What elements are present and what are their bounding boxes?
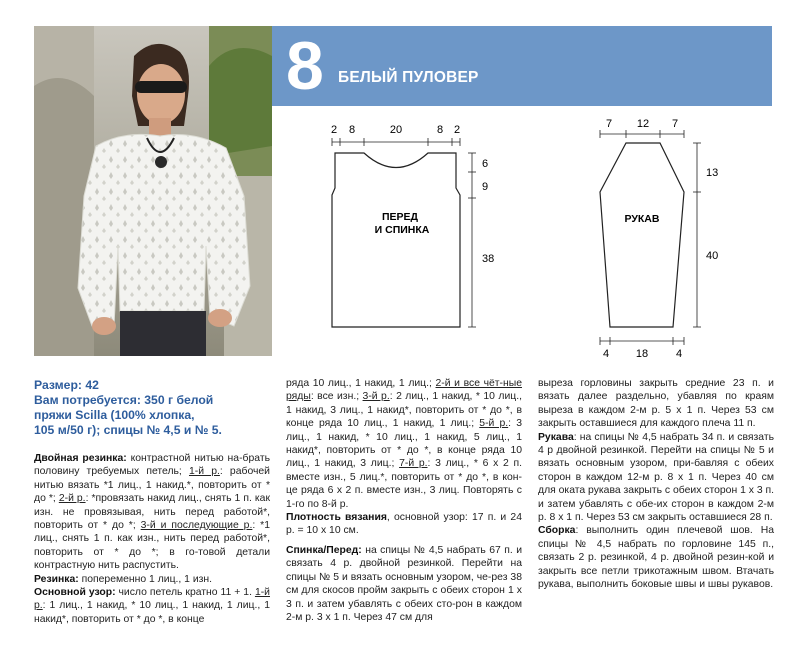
size-block: [34, 378, 270, 438]
rib-paragraph: Резинка: попеременно 1 лиц., 1 изн.: [34, 573, 213, 585]
sleeve-dim-top-1: 7: [605, 118, 613, 130]
sleeve-label: РУКАВ: [624, 213, 660, 225]
sleeve-dim-bottom-2: 18: [635, 348, 649, 360]
assembly-paragraph: Сборка: выполнить один плечевой шов. На спицы № 4,5 набрать по горловине 145 п., связать 2 р. резинкой, 4 р. двойной резин-кой и закрыть все петли трикотажным швом. Втачать рукава, выполнить боковые швы и швы рукавов.: [538, 525, 774, 591]
front-label-1: ПЕРЕД: [381, 211, 419, 223]
size-line-4: 105 м/50 г); спицы № 4,5 и № 5.: [34, 423, 222, 437]
sleeve-dim-bottom-1: 4: [602, 348, 610, 360]
front-dim-top-3: 20: [389, 124, 403, 136]
sleeve-dim-top-3: 7: [671, 118, 679, 130]
size-line-3: пряжи Scilla (100% хлопка,: [34, 408, 195, 422]
sleeve-dim-side-2: 40: [706, 250, 719, 262]
pattern-rows-paragraph: ряда 10 лиц., 1 накид, 1 лиц.; 2-й и все чёт-ные ряды: все изн.; 3-й р.: 2 лиц., 1 накид, * 10 лиц., 1 накид, 3 лиц., 1 накид*, повторить от * до *, в конце ряда 10 лиц., 1 накид, 1 лиц.; 5-й р.: 3 лиц., 1 накид, * 10 лиц., 1 накид, 5 лиц., 1 накид*, повторить от * до *, в конце ряда 10 лиц., 1 накид, 3 лиц.; 7-й р.: 3 лиц., * 6 х 2 п. вместе изн., 5 лиц.*, повторить от * до *, в кон-це ряда 6 х 2 п. вместе изн., 3 лиц. Повторять с 1-го по 8-й р.: [286, 378, 522, 510]
pattern-number: 8: [286, 28, 324, 104]
size-line-2: Вам потребуется: 350 г белой: [34, 393, 214, 407]
sleeve-schematic: [600, 118, 718, 360]
front-dim-side-1: 6: [482, 158, 489, 170]
sleeves-paragraph: Рукава: на спицы № 4,5 набрать 34 п. и связать 4 р двойной резинкой. Перейти на спицы № 5 и вязать основным узором, при-бавляя с обеих сторон в каждом 12-м р. 8 х 1 п. Через 40 см для оката рукава закрыть с обеих сторон 1 х 3 п. и затем убавлять с обе-их сторон в каждом 2-м р. 8 х 1 п. Через 53 см закрыть оставшиеся 28 п.: [538, 431, 775, 524]
rib-title: Резинка:: [34, 573, 79, 585]
front-dim-top-1: 2: [330, 124, 338, 136]
front-label-2: И СПИНКА: [374, 224, 430, 236]
text-column-2: [286, 377, 522, 624]
double-rib-title: Двойная резинка:: [34, 453, 127, 464]
size-line-1: Размер: 42: [34, 378, 99, 392]
main-pattern-paragraph: Основной узор: число петель кратно 11 + 1. 1-й р.: 1 лиц., 1 накид, * 10 лиц., 1 накид, 1 лиц., 1 накид*, повторить от * до *, в конце: [34, 587, 270, 625]
front-dim-top-5: 2: [453, 124, 461, 136]
front-dim-side-2: 9: [482, 181, 489, 193]
text-column-3: [538, 377, 774, 592]
sleeve-dim-bottom-3: 4: [675, 348, 683, 360]
front-dim-top-2: 8: [348, 124, 356, 136]
assembly-title: Сборка: [538, 525, 576, 537]
sleeve-dim-side-1: 13: [706, 167, 719, 179]
back-front-title: Спинка/Перед:: [286, 544, 362, 556]
main-pattern-title: Основной узор:: [34, 587, 116, 599]
sleeves-title: Рукава: [538, 431, 574, 443]
gauge-paragraph: Плотность вязания, основной узор: 17 п. и 24 р. = 10 х 10 см.: [286, 512, 522, 537]
text-column-1: [34, 452, 270, 626]
double-rib-paragraph: Двойная резинка: контрастной нитью на-брать половину требуемых петель; 1-й р.: рабочей нитью вязать *1 лиц., 1 накид.*, повторить от * до *; 2-й р.: *провязать накид лиц., снять 1 п. как изн. не провязывая, нить перед работой*, повторить от * до *; 3-й и последующие р.: *1 лиц., снять 1 п. как изн., нить перед работой*, повторить от * до *; в го-товой детали контрастную нить распустить.: [34, 453, 270, 572]
pattern-title: БЕЛЫЙ ПУЛОВЕР: [338, 69, 479, 86]
neckline-paragraph: выреза горловины закрыть средние 23 п. и вязать далее раздельно, убавляя по краям выреза в каждом 2-м р. 5 х 1 п. Через 53 см закрыть оставшиеся для каждого плеча 11 п.: [538, 378, 774, 430]
front-dim-top-4: 8: [436, 124, 444, 136]
sleeve-dim-top-2: 12: [636, 118, 650, 130]
front-dim-side-3: 38: [482, 253, 495, 265]
gauge-title: Плотность вязания: [286, 512, 387, 524]
front-back-schematic: [331, 124, 494, 327]
back-front-paragraph: Спинка/Перед: на спицы № 4,5 набрать 67 п. и связать 4 р. двойной резинкой. Перейти на спицы № 5 и вязать основным узором, че-рез 38 см для скосов пройм закрыть с обеих сторон 1 х 3 п. и затем убавлять с обеих сто-рон в каждом 2-м р. 3 х 1 п. Через 47 см для: [286, 544, 522, 623]
